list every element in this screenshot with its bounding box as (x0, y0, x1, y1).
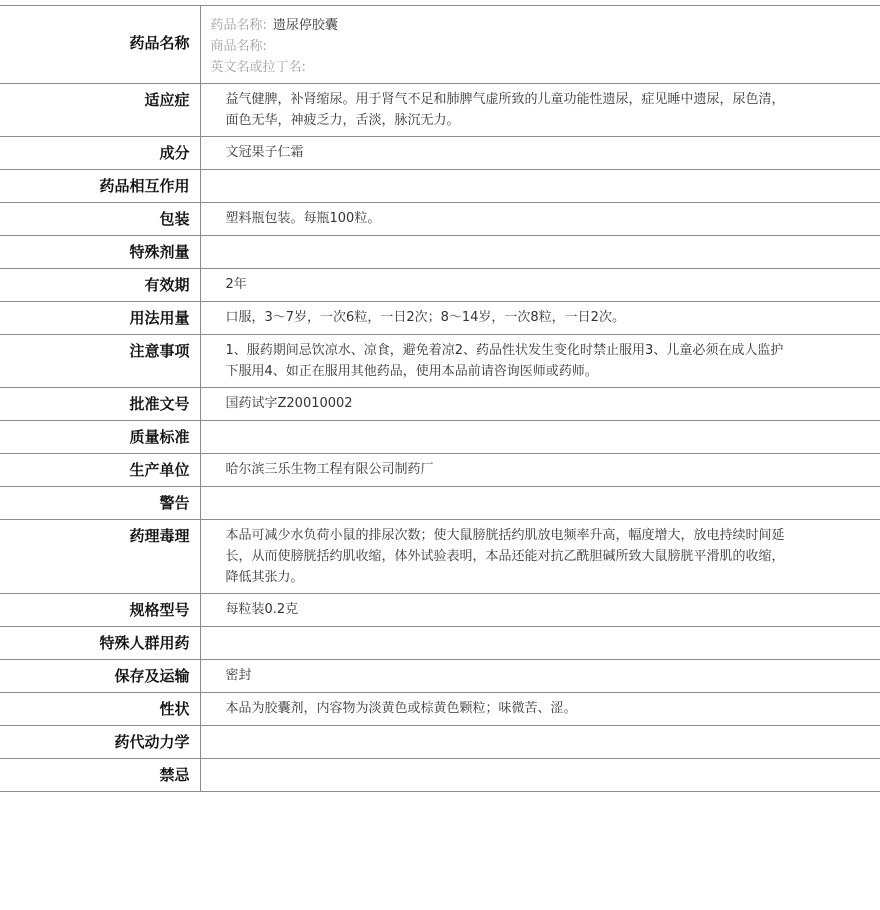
row-value (200, 627, 880, 660)
row-label: 警告 (0, 487, 200, 520)
row-label: 适应症 (0, 84, 200, 137)
row-value: 塑料瓶包装。每瓶100粒。 (200, 203, 880, 236)
table-row-manufacturer (0, 454, 880, 487)
table-row-pharmacokinetics (0, 726, 880, 759)
row-value: 哈尔滨三乐生物工程有限公司制药厂 (200, 454, 880, 487)
row-value: 每粒装0.2克 (200, 594, 880, 627)
trade-name-line (211, 36, 871, 57)
row-value (200, 170, 880, 203)
drug-name-line (211, 15, 871, 36)
table-row-dosage (0, 302, 880, 335)
row-value: 国药试字Z20010002 (200, 388, 880, 421)
table-row-warning (0, 487, 880, 520)
row-label: 成分 (0, 137, 200, 170)
row-label: 药理毒理 (0, 520, 200, 594)
row-value: 口服，3～7岁，一次6粒，一日2次；8～14岁，一次8粒，一日2次。 (200, 302, 880, 335)
row-label: 质量标准 (0, 421, 200, 454)
name-block (200, 6, 880, 84)
row-label: 性状 (0, 693, 200, 726)
table-row-quality-standard (0, 421, 880, 454)
row-value (200, 726, 880, 759)
row-label: 用法用量 (0, 302, 200, 335)
row-label: 药品名称 (0, 6, 200, 84)
row-value (200, 421, 880, 454)
row-label: 药代动力学 (0, 726, 200, 759)
row-label: 注意事项 (0, 335, 200, 388)
drug-info-table (0, 5, 880, 792)
row-value (200, 487, 880, 520)
table-row-approval-number (0, 388, 880, 421)
trade-name-key: 商品名称: (210, 39, 267, 54)
row-value (200, 759, 880, 792)
table-row-packaging (0, 203, 880, 236)
table-row-indications (0, 84, 880, 137)
row-label: 生产单位 (0, 454, 200, 487)
table-row-precautions (0, 335, 880, 388)
drug-name-value: 遗尿停胶囊 (272, 18, 338, 33)
table-row-storage (0, 660, 880, 693)
table-row-specification (0, 594, 880, 627)
row-label: 规格型号 (0, 594, 200, 627)
english-name-line (211, 57, 871, 78)
table-row-ingredients (0, 137, 880, 170)
row-label: 有效期 (0, 269, 200, 302)
table-row-special-dosage (0, 236, 880, 269)
table-row-description (0, 693, 880, 726)
table-row-interactions (0, 170, 880, 203)
row-label: 包装 (0, 203, 200, 236)
row-label: 禁忌 (0, 759, 200, 792)
row-label: 特殊人群用药 (0, 627, 200, 660)
row-value: 本品为胶囊剂，内容物为淡黄色或棕黄色颗粒；味微苦、涩。 (200, 693, 880, 726)
row-value: 密封 (200, 660, 880, 693)
table-row-contraindications (0, 759, 880, 792)
row-label: 药品相互作用 (0, 170, 200, 203)
table-row-shelf-life (0, 269, 880, 302)
row-value: 文冠果子仁霜 (200, 137, 880, 170)
row-label: 特殊剂量 (0, 236, 200, 269)
row-value: 益气健脾，补肾缩尿。用于肾气不足和肺脾气虚所致的儿童功能性遗尿，症见睡中遗尿，尿色清，面色无华，神疲乏力，舌淡，脉沉无力。 (200, 84, 880, 137)
row-value: 1、服药期间忌饮凉水、凉食，避免着凉2、药品性状发生变化时禁止服用3、儿童必须在成人监护下服用4、如正在服用其他药品，使用本品前请咨询医师或药师。 (200, 335, 880, 388)
table-row-pharmacology (0, 520, 880, 594)
row-value: 本品可减少水负荷小鼠的排尿次数；使大鼠膀胱括约肌放电频率升高，幅度增大，放电持续时间延长，从而使膀胱括约肌收缩，体外试验表明，本品还能对抗乙酰胆碱所致大鼠膀胱平滑肌的收缩，降低其张力。 (200, 520, 880, 594)
row-label: 保存及运输 (0, 660, 200, 693)
drug-name-key: 药品名称: (210, 18, 267, 33)
row-value (200, 236, 880, 269)
row-value: 2年 (200, 269, 880, 302)
table-row-special-populations (0, 627, 880, 660)
row-label: 批准文号 (0, 388, 200, 421)
english-name-key: 英文名或拉丁名: (210, 60, 306, 75)
table-row-drug-name (0, 6, 880, 84)
